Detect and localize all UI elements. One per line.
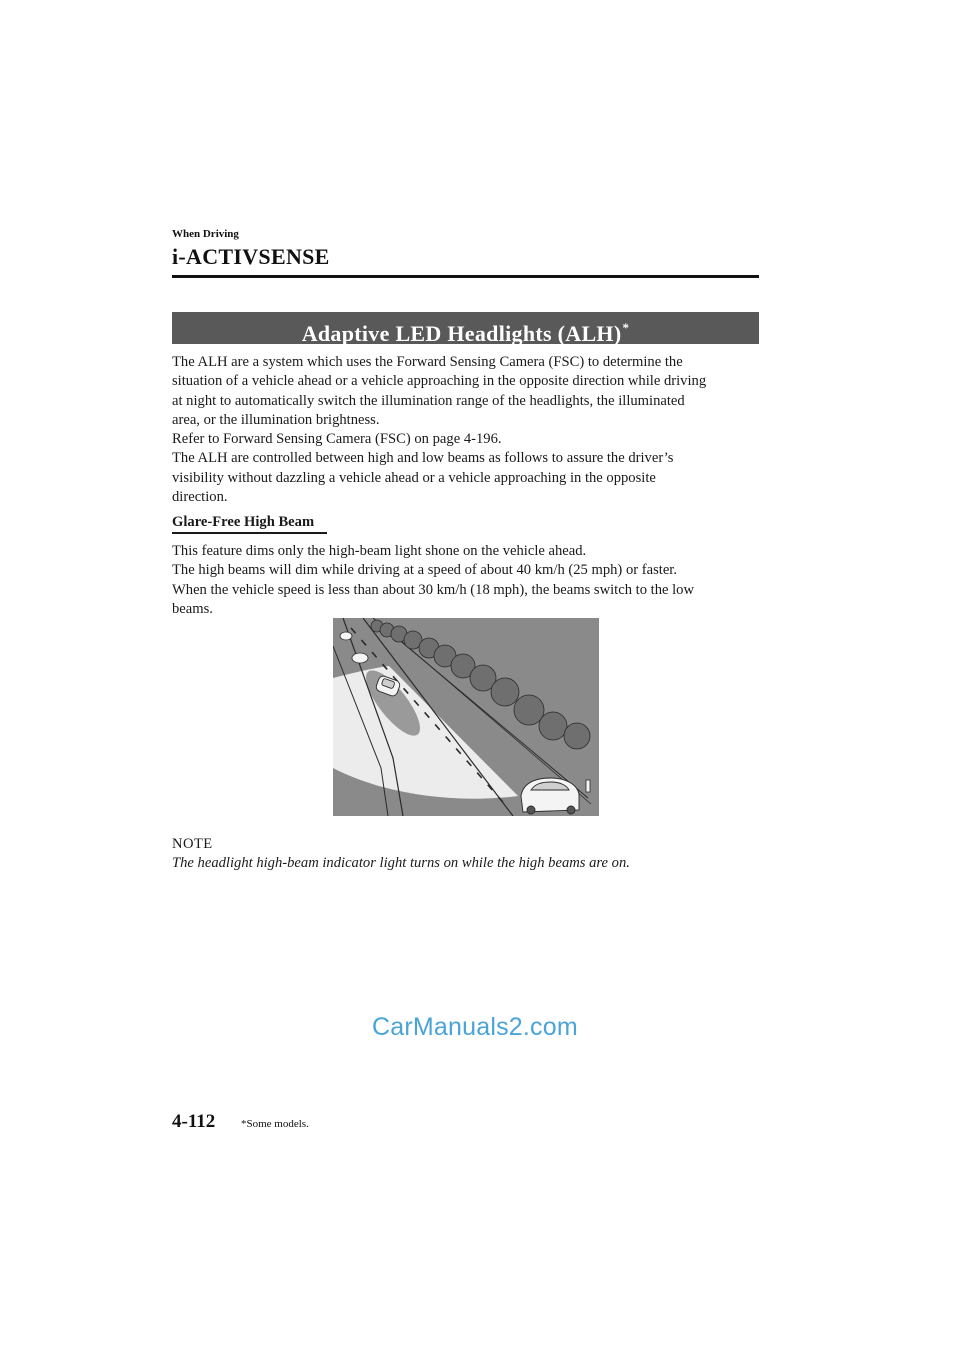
page-title: Adaptive LED Headlights (ALH) xyxy=(301,321,622,346)
note-text: The headlight high-beam indicator light turns on while the high beams are on. xyxy=(172,855,630,871)
intro-line: at night to automatically switch the illumination range of the headlights, the illuminated xyxy=(172,392,685,409)
own-vehicle xyxy=(521,778,579,814)
note-label: NOTE xyxy=(172,836,213,852)
feature-line: beams. xyxy=(172,600,213,617)
page-number: 4-112 xyxy=(172,1111,216,1132)
intro-line: The ALH are controlled between high and low beams as follows to assure the driver’s xyxy=(172,450,674,467)
intro-line: visibility without dazzling a vehicle ahead or a vehicle approaching in the opposite xyxy=(172,469,656,486)
header-divider xyxy=(172,275,759,278)
footnote: *Some models. xyxy=(241,1118,309,1130)
feature-line: The high beams will dim while driving at a speed of about 40 km/h (25 mph) or faster. xyxy=(172,562,678,579)
intro-paragraph xyxy=(172,353,762,507)
page-title-bar xyxy=(172,312,759,344)
subheading-underline xyxy=(172,532,327,534)
intro-line: situation of a vehicle ahead or a vehicle approaching in the opposite direction while driving xyxy=(172,373,707,390)
glare-free-high-beam-illustration xyxy=(333,618,599,816)
feature-paragraph xyxy=(172,542,762,619)
intro-line: The ALH are a system which uses the Forward Sensing Camera (FSC) to determine the xyxy=(172,354,683,370)
chapter-title: i-ACTIVSENSE xyxy=(172,244,330,269)
feature-line: When the vehicle speed is less than about 30 km/h (18 mph), the beams switch to the low xyxy=(172,581,695,598)
some-models-mark: * xyxy=(622,320,630,335)
intro-line: area, or the illumination brightness. xyxy=(172,411,380,428)
intro-line: direction. xyxy=(172,489,228,506)
intro-line: Refer to Forward Sensing Camera (FSC) on page 4-196. xyxy=(172,431,502,448)
watermark-link[interactable]: CarManuals2.com xyxy=(372,1013,578,1041)
feature-line: This feature dims only the high-beam light shone on the vehicle ahead. xyxy=(172,543,587,559)
section-label: When Driving xyxy=(172,228,239,240)
marker-post xyxy=(586,780,590,792)
section-subheading: Glare-Free High Beam xyxy=(172,514,315,530)
